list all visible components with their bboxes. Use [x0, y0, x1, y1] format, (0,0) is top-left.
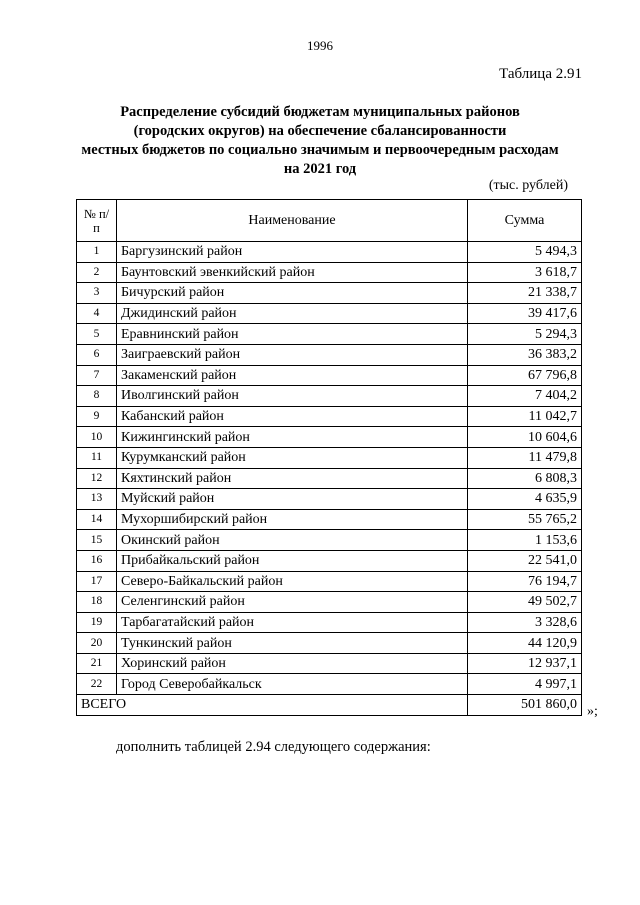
table-row: [77, 447, 582, 468]
row-sum: 12 937,1: [468, 653, 582, 674]
table-row: [77, 427, 582, 448]
row-num: 18: [77, 592, 117, 613]
row-name: Муйский район: [117, 489, 468, 510]
row-sum: 1 153,6: [468, 530, 582, 551]
row-sum: 5 294,3: [468, 324, 582, 345]
row-sum: 55 765,2: [468, 509, 582, 530]
table-row: [77, 324, 582, 345]
row-name: Окинский район: [117, 530, 468, 551]
row-name: Джидинский район: [117, 303, 468, 324]
row-name: Еравнинский район: [117, 324, 468, 345]
row-num: 15: [77, 530, 117, 551]
title-line: на 2021 год: [283, 161, 357, 177]
row-num: 4: [77, 303, 117, 324]
table-row: [77, 303, 582, 324]
table-row: [77, 530, 582, 551]
row-num: 21: [77, 653, 117, 674]
page-number: 1996: [307, 38, 333, 53]
table-row: [77, 365, 582, 386]
table-body: [77, 242, 582, 695]
units-label: (тыс. рублей): [488, 178, 568, 193]
table-header-row: [77, 200, 582, 242]
row-sum: 6 808,3: [468, 468, 582, 489]
header-num: № п/п: [77, 200, 117, 242]
title-line: (городских округов) на обеспечение сбалансированности: [133, 123, 507, 139]
table-row: [77, 674, 582, 695]
table-row: [77, 283, 582, 304]
table-row: [77, 344, 582, 365]
row-name: Кижингинский район: [117, 427, 468, 448]
total-row: [77, 695, 582, 716]
row-sum: 44 120,9: [468, 633, 582, 654]
row-name: Заиграевский район: [117, 344, 468, 365]
table-row: [77, 386, 582, 407]
table-row: [77, 633, 582, 654]
table-row: [77, 550, 582, 571]
row-num: 19: [77, 612, 117, 633]
row-num: 16: [77, 550, 117, 571]
row-num: 12: [77, 468, 117, 489]
row-name: Баргузинский район: [117, 242, 468, 263]
table-row: [77, 571, 582, 592]
row-name: Баунтовский эвенкийский район: [117, 262, 468, 283]
row-sum: 76 194,7: [468, 571, 582, 592]
row-name: Кяхтинский район: [117, 468, 468, 489]
table-row: [77, 262, 582, 283]
row-name: Кабанский район: [117, 406, 468, 427]
amendment-note: дополнить таблицей 2.94 следующего содержания:: [116, 739, 431, 755]
row-sum: 4 997,1: [468, 674, 582, 695]
row-name: Город Северобайкальск: [117, 674, 468, 695]
row-sum: 4 635,9: [468, 489, 582, 510]
row-sum: 11 042,7: [468, 406, 582, 427]
row-sum: 3 328,6: [468, 612, 582, 633]
row-num: 6: [77, 344, 117, 365]
row-num: 5: [77, 324, 117, 345]
row-num: 7: [77, 365, 117, 386]
table-row: [77, 468, 582, 489]
table-row: [77, 612, 582, 633]
title-line: местных бюджетов по социально значимым и первоочередным расходам: [81, 142, 559, 158]
row-num: 17: [77, 571, 117, 592]
row-num: 3: [77, 283, 117, 304]
total-label: ВСЕГО: [77, 695, 468, 716]
row-sum: 11 479,8: [468, 447, 582, 468]
table-row: [77, 489, 582, 510]
table-row: [77, 653, 582, 674]
row-sum: 7 404,2: [468, 386, 582, 407]
row-num: 10: [77, 427, 117, 448]
row-num: 9: [77, 406, 117, 427]
total-sum: 501 860,0: [468, 695, 582, 716]
row-sum: 36 383,2: [468, 344, 582, 365]
row-sum: 3 618,7: [468, 262, 582, 283]
row-sum: 67 796,8: [468, 365, 582, 386]
row-sum: 21 338,7: [468, 283, 582, 304]
table-title: [0, 103, 640, 179]
row-name: Тарбагатайский район: [117, 612, 468, 633]
row-num: 20: [77, 633, 117, 654]
row-name: Северо-Байкальский район: [117, 571, 468, 592]
title-line: Распределение субсидий бюджетам муниципальных районов: [120, 104, 520, 120]
table-row: [77, 406, 582, 427]
row-num: 1: [77, 242, 117, 263]
row-name: Тункинский район: [117, 633, 468, 654]
subsidy-table: [76, 199, 582, 716]
row-num: 11: [77, 447, 117, 468]
row-name: Хоринский район: [117, 653, 468, 674]
row-sum: 5 494,3: [468, 242, 582, 263]
table-row: [77, 242, 582, 263]
row-sum: 49 502,7: [468, 592, 582, 613]
row-sum: 22 541,0: [468, 550, 582, 571]
row-num: 2: [77, 262, 117, 283]
table-row: [77, 509, 582, 530]
row-sum: 39 417,6: [468, 303, 582, 324]
row-num: 22: [77, 674, 117, 695]
row-name: Закаменский район: [117, 365, 468, 386]
row-name: Бичурский район: [117, 283, 468, 304]
table-label: Таблица 2.91: [499, 66, 582, 82]
row-name: Мухоршибирский район: [117, 509, 468, 530]
row-num: 14: [77, 509, 117, 530]
table-row: [77, 592, 582, 613]
header-sum: Сумма: [468, 200, 582, 242]
row-name: Селенгинский район: [117, 592, 468, 613]
row-sum: 10 604,6: [468, 427, 582, 448]
row-name: Прибайкальский район: [117, 550, 468, 571]
row-num: 13: [77, 489, 117, 510]
header-name: Наименование: [117, 200, 468, 242]
row-name: Иволгинский район: [117, 386, 468, 407]
row-name: Курумканский район: [117, 447, 468, 468]
closing-quote: »;: [587, 704, 598, 719]
row-num: 8: [77, 386, 117, 407]
